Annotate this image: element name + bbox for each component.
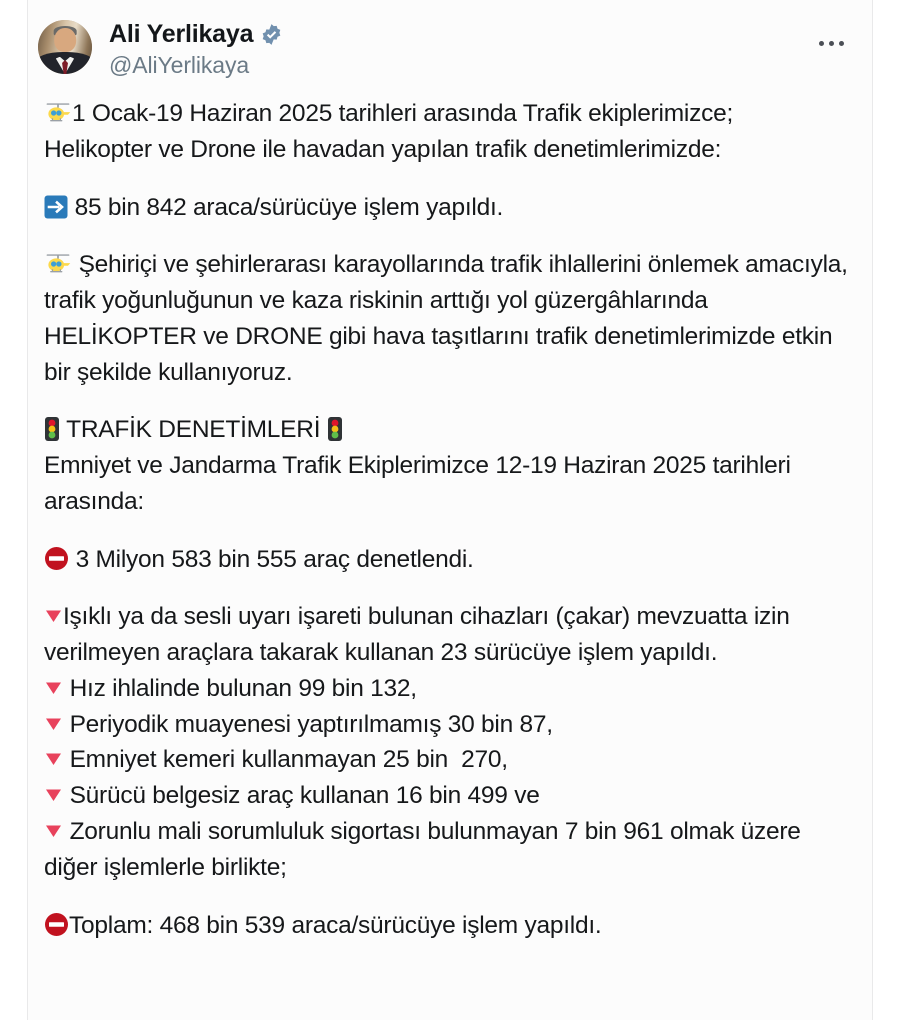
paragraph-air-operations-count [44,190,856,226]
right-arrow-icon [44,194,68,218]
no-entry-icon [44,546,69,571]
violation-item-text: Periyodik muayenesi yaptırılmamış 30 bin 87, [69,710,553,738]
heading-text: TRAFİK DENETİMLERİ [66,416,321,444]
avatar[interactable] [38,20,92,74]
total-text: Toplam: 468 bin 539 araca/sürücüye işlem yapıldı. [69,911,602,939]
paragraph-text: Şehiriçi ve şehirlerarası karayollarında trafik ihlallerini önlemek amacıyla, trafik yoğunluğunun ve kaza riskinin arttığı yol güzergâhlarında HELİKOPTER ve DRONE gibi hava taşıtlarını trafik denetimlerimizde etkin bir şekilde kullanıyoruz. [44,251,855,386]
paragraph-dates-intro-line2 [44,132,856,168]
paragraph-text: 85 bin 842 araca/sürücüye işlem yapıldı. [74,193,504,221]
column-rule-right [872,0,873,1020]
paragraph-aerial-enforcement-description [44,247,856,390]
tweet-header [38,16,862,88]
paragraph-text: Emniyet ve Jandarma Trafik Ekiplerimizce 12-19 Haziran 2025 tarihleri arasında: [44,452,798,515]
paragraph-text: 1 Ocak-19 Haziran 2025 tarihleri arasında Trafik ekiplerimizce; [72,100,734,127]
author-display-name[interactable]: Ali Yerlikaya [109,20,254,48]
violation-item [44,742,856,778]
display-name-row [109,22,283,47]
avatar-face [54,28,76,53]
more-dot [829,41,834,46]
violation-item [44,707,856,743]
paragraph-text: 3 Milyon 583 bin 555 araç denetlendi. [75,545,474,573]
violation-item-text: Sürücü belgesiz araç kullanan 16 bin 499 ve [69,782,540,810]
tweet-body [38,96,862,943]
paragraph-police-gendarmerie-period [44,448,856,520]
helicopter-icon [44,250,72,272]
violation-item-text: Emniyet kemeri kullanmayan 25 bin 270, [69,746,508,774]
traffic-light-icon [327,416,343,442]
verified-badge-icon [260,23,283,46]
violation-item-text: Işıklı ya da sesli uyarı işareti bulunan cihazları (çakar) mevzuatta izin verilmeyen araçlara takarak kullanan 23 sürücüye işlem yapıldı. [44,603,797,667]
violation-item [44,671,856,707]
violation-item-text: Hız ihlalinde bulunan 99 bin 132, [69,674,417,702]
paragraph-text: Helikopter ve Drone ile havadan yapılan trafik denetimlerimizde: [44,135,722,163]
paragraph-vehicles-inspected [44,542,856,578]
section-heading-traffic-inspections [44,412,856,448]
violation-item [44,778,856,814]
more-options-icon[interactable] [814,32,848,54]
no-entry-icon [44,912,69,937]
violation-item-text: Zorunlu mali sorumluluk sigortası bulunmayan 7 bin 961 olmak üzere diğer işlemlerle birlikte; [44,818,808,881]
paragraph-total [44,908,856,944]
red-triangle-down-icon [44,815,63,834]
red-triangle-down-icon [44,672,63,691]
author-identity [109,16,283,77]
red-triangle-down-icon [44,743,63,762]
helicopter-icon [44,99,72,121]
more-dot [819,41,824,46]
red-triangle-down-icon [44,708,63,727]
violation-item [44,599,856,671]
author-handle[interactable]: @AliYerlikaya [109,52,250,78]
red-triangle-down-icon [44,600,63,619]
traffic-light-icon [44,416,60,442]
tweet-card [28,0,872,1020]
more-dot [839,41,844,46]
violation-item [44,814,856,886]
paragraph-dates-intro-line1 [44,96,856,132]
red-triangle-down-icon [44,779,63,798]
